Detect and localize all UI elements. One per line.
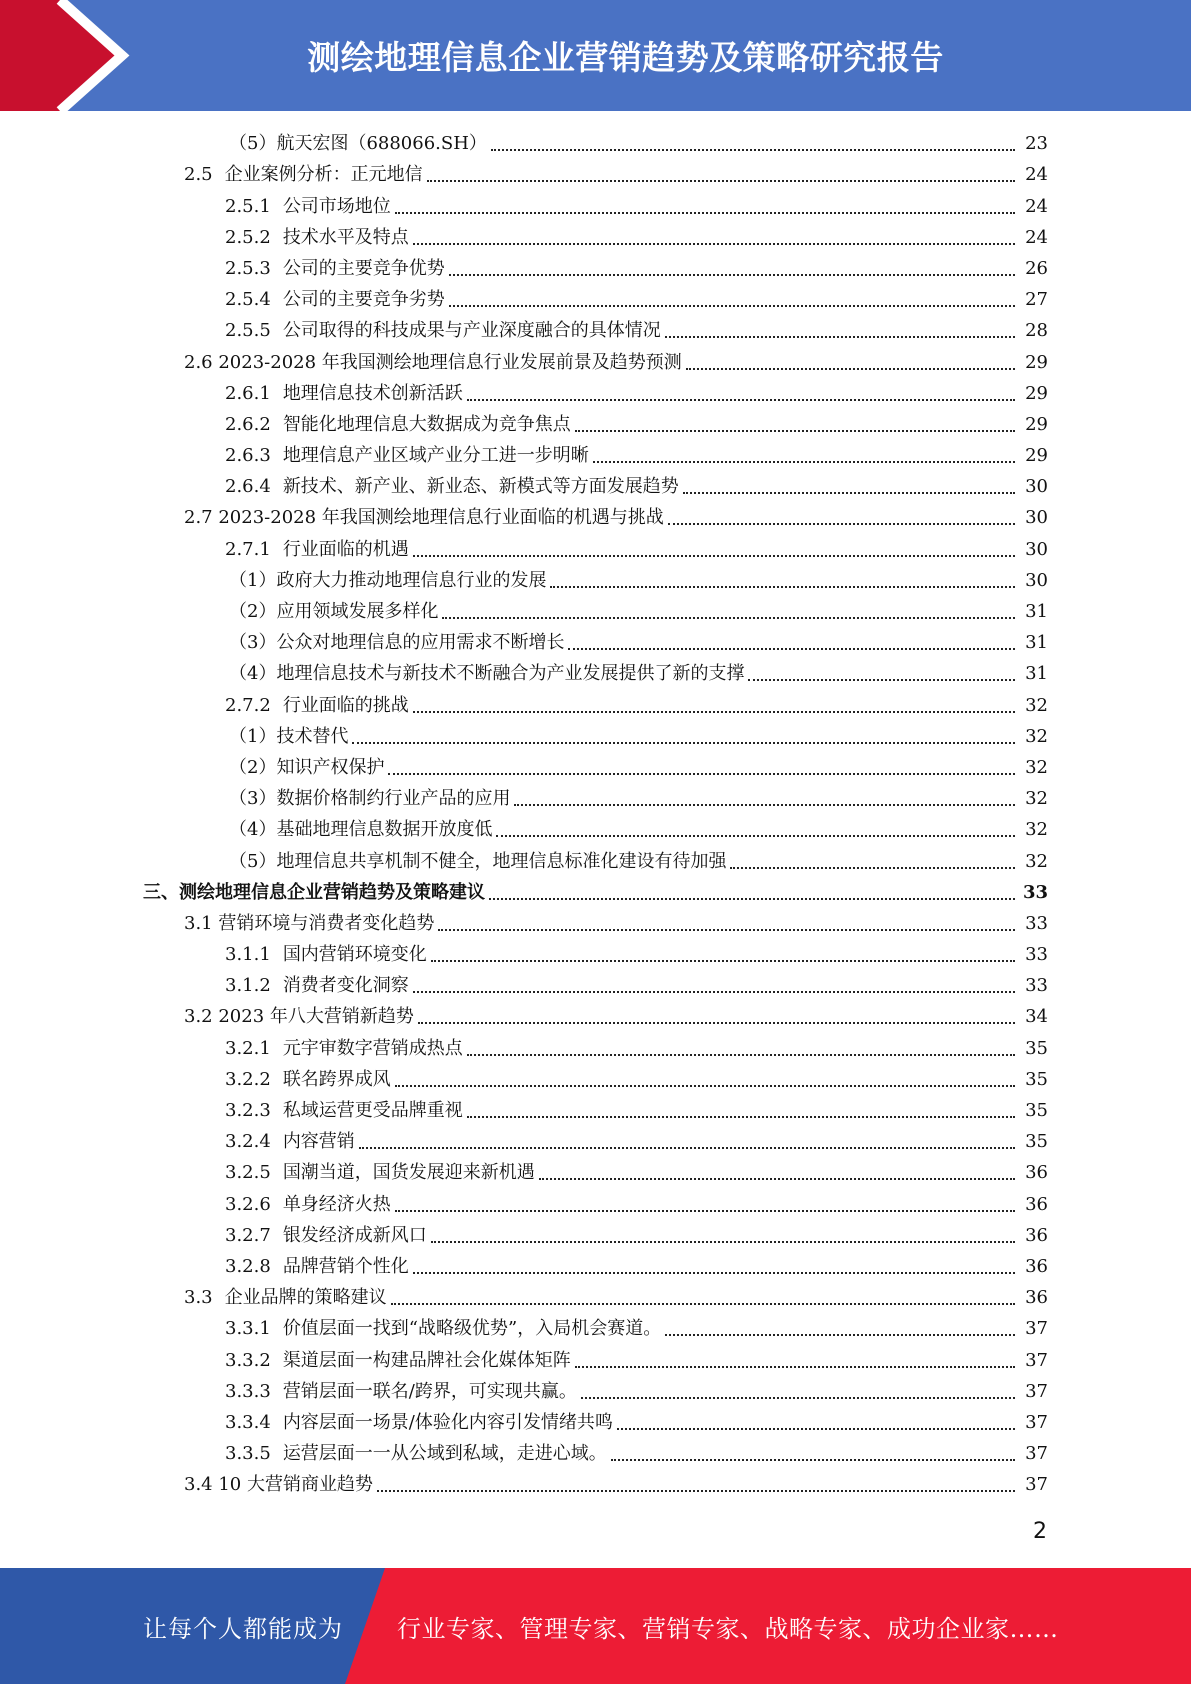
toc-entry-page: 26 (1025, 257, 1048, 279)
toc-dot-leader (730, 867, 1015, 869)
toc-dot-leader (431, 960, 1015, 962)
toc-entry[interactable] (0, 532, 1191, 563)
toc-entry-title (229, 570, 546, 592)
toc-entry-label: （3）公众对地理信息的应用需求不断增长 (229, 632, 565, 654)
toc-entry-title (229, 788, 510, 810)
toc-entry[interactable] (0, 1125, 1191, 1156)
toc-entry-title (225, 1069, 391, 1091)
toc-entry-page: 36 (1025, 1193, 1048, 1215)
toc-entry-page: 29 (1025, 382, 1048, 404)
toc-dot-leader (683, 492, 1015, 494)
toc-entry-page: 29 (1025, 413, 1048, 435)
toc-entry-title (229, 632, 564, 654)
toc-entry-number: 2.7.2 (225, 694, 271, 716)
toc-entry[interactable] (0, 1406, 1191, 1437)
toc-dot-leader (431, 1241, 1015, 1243)
toc-entry-title (184, 1006, 414, 1028)
toc-entry[interactable] (0, 1094, 1191, 1125)
toc-entry-title (225, 414, 571, 436)
toc-entry-number: 3.2.4 (225, 1131, 271, 1153)
toc-entry-number: 2.6.4 (225, 476, 271, 498)
toc-entry[interactable] (0, 657, 1191, 688)
toc-entry[interactable] (0, 938, 1191, 969)
toc-entry[interactable] (0, 1031, 1191, 1062)
toc-entry-label: 3.4 10 大营销商业趋势 (184, 1474, 373, 1496)
toc-dot-leader (413, 991, 1015, 993)
toc-dot-leader (514, 804, 1015, 806)
toc-dot-leader (581, 1397, 1015, 1399)
toc-entry-number: 3.2.1 (225, 1037, 271, 1059)
toc-entry-page: 33 (1025, 912, 1048, 934)
toc-entry-title (225, 1038, 463, 1060)
toc-entry-page: 37 (1025, 1318, 1048, 1340)
toc-entry[interactable] (0, 439, 1191, 470)
toc-entry[interactable] (0, 345, 1191, 376)
toc-entry-number: 2.6.1 (225, 382, 271, 404)
toc-entry[interactable] (0, 221, 1191, 252)
toc-entry-page: 30 (1025, 569, 1048, 591)
toc-entry-label: 企业品牌的策略建议 (224, 1287, 387, 1309)
toc-entry[interactable] (0, 283, 1191, 314)
toc-dot-leader (413, 1272, 1015, 1274)
toc-entry[interactable] (0, 189, 1191, 220)
toc-entry-number: 3.3.2 (225, 1349, 271, 1371)
toc-entry-title (225, 695, 409, 717)
toc-entry-title (225, 1100, 463, 1122)
toc-entry-label: （2）应用领域发展多样化 (229, 601, 439, 622)
toc-dot-leader (449, 305, 1015, 307)
toc-entry-page: 35 (1025, 1131, 1048, 1153)
toc-entry-title (184, 164, 423, 186)
toc-entry-page: 35 (1025, 1037, 1048, 1059)
toc-entry[interactable] (0, 844, 1191, 875)
toc-entry-label: 营销层面一联名/跨界，可实现共赢。 (282, 1380, 577, 1402)
toc-entry-label: （4）基础地理信息数据开放度低 (229, 819, 493, 841)
toc-entry-page: 37 (1025, 1349, 1048, 1371)
toc-entry[interactable] (0, 1063, 1191, 1094)
toc-entry[interactable] (0, 907, 1191, 938)
toc-entry-page: 35 (1025, 1068, 1048, 1090)
toc-dot-leader (611, 1459, 1015, 1461)
toc-entry-label: 单身经济火热 (282, 1193, 391, 1215)
toc-entry-title (225, 539, 409, 561)
toc-entry[interactable] (0, 1250, 1191, 1281)
toc-entry[interactable] (0, 1312, 1191, 1343)
toc-entry-number: 3.2.6 (225, 1193, 271, 1215)
toc-entry[interactable] (0, 501, 1191, 532)
toc-dot-leader (568, 648, 1015, 650)
toc-entry-title (225, 1443, 607, 1465)
toc-entry-title (184, 1474, 373, 1496)
toc-entry-number: 3.2.2 (225, 1068, 271, 1090)
toc-entry-label: （2）知识产权保护 (229, 756, 385, 778)
toc-entry-number: 3.2.8 (225, 1255, 271, 1277)
toc-entry-label: 公司取得的科技成果与产业深度融合的具体情况 (282, 320, 661, 342)
toc-entry-label: 渠道层面一构建品牌社会化媒体矩阵 (282, 1349, 571, 1371)
toc-entry-number: 3.3.5 (225, 1443, 271, 1465)
toc-dot-leader (395, 1210, 1015, 1212)
toc-entry-label: 元宇审数字营销成热点 (282, 1037, 463, 1059)
toc-entry[interactable] (0, 470, 1191, 501)
toc-entry-title (225, 1225, 427, 1247)
toc-entry-page: 31 (1025, 601, 1048, 622)
toc-entry-number: 2.5.5 (225, 320, 271, 342)
toc-entry-label: 价值层面一找到“战略级优势”，入局机会赛道。 (282, 1318, 662, 1340)
toc-entry-title (229, 819, 492, 841)
toc-entry-label: 私域运营更受品牌重视 (282, 1100, 463, 1121)
toc-entry-label: （5）航天宏图（688066.SH） (229, 133, 487, 155)
toc-entry-number: 2.5.3 (225, 257, 271, 279)
toc-entry-title (225, 445, 589, 467)
toc-dot-leader (489, 898, 1015, 900)
toc-entry[interactable] (0, 813, 1191, 844)
toc-entry-page: 24 (1025, 195, 1048, 217)
toc-entry-title (225, 320, 661, 342)
toc-entry-label: 2.7 2023-2028 年我国测绘地理信息行业面临的机遇与挑战 (184, 507, 664, 529)
toc-entry[interactable] (0, 1000, 1191, 1031)
toc-dot-leader (617, 1428, 1015, 1430)
toc-entry-label: （4）地理信息技术与新技术不断融合为产业发展提供了新的支撑 (229, 663, 745, 685)
toc-entry[interactable] (0, 720, 1191, 751)
toc-dot-leader (550, 586, 1015, 588)
toc-dot-leader (748, 679, 1015, 681)
toc-entry-page: 24 (1025, 226, 1048, 248)
toc-entry-label: 地理信息技术创新活跃 (282, 382, 463, 404)
toc-dot-leader (467, 1054, 1015, 1056)
toc-entry-page: 29 (1025, 351, 1048, 373)
toc-entry-label: 3.1 营销环境与消费者变化趋势 (184, 912, 435, 934)
toc-entry-number: 3.1.1 (225, 944, 271, 966)
toc-entry-label: 公司的主要竞争优势 (282, 257, 445, 279)
toc-entry-label: 消费者变化洞察 (282, 975, 409, 997)
toc-entry-page: 30 (1025, 476, 1048, 498)
toc-entry-label: 行业面临的挑战 (282, 694, 409, 716)
toc-entry-page: 36 (1025, 1162, 1048, 1184)
toc-entry-title (229, 133, 487, 155)
toc-entry[interactable] (0, 408, 1191, 439)
toc-entry-title (229, 663, 744, 685)
toc-dot-leader (686, 368, 1015, 370)
toc-entry-page: 32 (1025, 819, 1048, 841)
toc-entry-page: 31 (1025, 663, 1048, 685)
toc-entry-page: 37 (1025, 1411, 1048, 1433)
toc-entry-page: 30 (1025, 538, 1048, 560)
toc-dot-leader (665, 1334, 1015, 1336)
toc-entry-number: 3.2.7 (225, 1224, 271, 1246)
toc-entry-title (229, 601, 438, 623)
page-number: 2 (1033, 1519, 1047, 1544)
toc-entry-number: 3.1.2 (225, 975, 271, 997)
toc-entry-number: 3.3 (184, 1287, 213, 1309)
toc-entry[interactable] (0, 688, 1191, 719)
toc-entry-page: 30 (1025, 507, 1048, 529)
toc-entry-title (225, 1412, 613, 1434)
toc-entry-number: 2.6.3 (225, 445, 271, 467)
toc-entry-label: （3）数据价格制约行业产品的应用 (229, 788, 511, 810)
toc-entry[interactable] (0, 314, 1191, 345)
toc-entry-title (184, 352, 682, 374)
toc-entry-page: 27 (1025, 289, 1048, 311)
toc-entry-number: 3.3.3 (225, 1380, 271, 1402)
toc-entry-title (225, 196, 391, 218)
toc-entry-page: 36 (1025, 1224, 1048, 1246)
toc-entry-number: 2.6.2 (225, 413, 271, 435)
toc-entry[interactable] (0, 969, 1191, 1000)
toc-entry-title (225, 1162, 535, 1184)
toc-entry-page: 31 (1025, 632, 1048, 654)
toc-entry-label: 地理信息产业区域产业分工进一步明晰 (282, 445, 589, 467)
toc-dot-leader (575, 1366, 1015, 1368)
toc-dot-leader (575, 430, 1015, 432)
toc-dot-leader (491, 149, 1015, 151)
toc-entry-label: 新技术、新产业、新业态、新模式等方面发展趋势 (282, 476, 679, 498)
toc-entry[interactable] (0, 252, 1191, 283)
toc-entry-number: 3.3.4 (225, 1411, 271, 1433)
toc-entry-page: 33 (1025, 975, 1048, 997)
toc-dot-leader (395, 212, 1015, 214)
toc-entry-number: 2.5 (184, 164, 213, 186)
toc-entry-title (225, 476, 679, 498)
toc-entry[interactable] (0, 564, 1191, 595)
page-footer (0, 1568, 1191, 1684)
toc-entry-page: 37 (1025, 1474, 1048, 1496)
toc-entry[interactable] (0, 377, 1191, 408)
toc-entry-page: 36 (1025, 1255, 1048, 1277)
toc-entry-title (225, 1194, 391, 1216)
toc-entry-page: 37 (1025, 1443, 1048, 1465)
toc-entry-title (225, 1350, 571, 1372)
toc-dot-leader (668, 523, 1015, 525)
toc-dot-leader (413, 555, 1015, 557)
toc-entry-label: 国潮当道，国货发展迎来新机遇 (282, 1162, 535, 1184)
toc-entry-title (225, 1256, 409, 1278)
toc-entry-page: 28 (1025, 320, 1048, 342)
toc-dot-leader (391, 1303, 1015, 1305)
toc-entry-label: 技术水平及特点 (282, 226, 409, 248)
toc-entry-title (229, 851, 726, 873)
toc-entry-title (225, 289, 445, 311)
toc-entry-title (225, 383, 463, 405)
toc-entry-page: 32 (1025, 725, 1048, 747)
toc-entry-page: 32 (1025, 694, 1048, 716)
toc-entry-page: 32 (1025, 756, 1048, 778)
toc-entry-label: 公司的主要竞争劣势 (282, 289, 445, 311)
toc-entry-title (225, 944, 427, 966)
toc-entry-label: 2.6 2023-2028 年我国测绘地理信息行业发展前景及趋势预测 (184, 351, 682, 373)
toc-entry-page: 32 (1025, 788, 1048, 810)
toc-dot-leader (377, 1490, 1015, 1492)
toc-entry-label: 银发经济成新风口 (282, 1224, 427, 1246)
toc-entry[interactable] (0, 1437, 1191, 1468)
toc-entry[interactable] (0, 876, 1191, 907)
toc-entry-number: 2.5.1 (225, 195, 271, 217)
toc-entry-label: （5）地理信息共享机制不健全，地理信息标准化建设有待加强 (229, 850, 727, 872)
toc-entry-label: 3.2 2023 年八大营销新趋势 (184, 1006, 414, 1028)
toc-entry-label: 行业面临的机遇 (282, 538, 409, 560)
toc-dot-leader (593, 461, 1015, 463)
toc-entry-label: 公司市场地位 (282, 195, 391, 217)
toc-entry-page: 37 (1025, 1380, 1048, 1402)
toc-entry-title (225, 975, 409, 997)
toc-dot-leader (496, 835, 1015, 837)
toc-entry-page: 32 (1025, 850, 1048, 872)
table-of-contents (0, 127, 1191, 1499)
toc-entry[interactable] (0, 782, 1191, 813)
toc-entry-label: 国内营销环境变化 (282, 944, 427, 966)
toc-entry-number: 2.7.1 (225, 538, 271, 560)
toc-entry-number: 2.5.2 (225, 226, 271, 248)
toc-entry-page: 36 (1025, 1287, 1048, 1309)
toc-entry[interactable] (0, 1281, 1191, 1312)
toc-entry[interactable] (0, 751, 1191, 782)
toc-dot-leader (449, 274, 1015, 276)
toc-entry-title (143, 882, 485, 904)
toc-entry-label: （1）政府大力推动地理信息行业的发展 (229, 569, 547, 591)
toc-entry-label: 运营层面一一从公域到私域，走进心域。 (282, 1443, 607, 1465)
toc-entry-label: 智能化地理信息大数据成为竞争焦点 (282, 413, 571, 435)
toc-entry[interactable] (0, 595, 1191, 626)
toc-entry-title (184, 1287, 387, 1309)
toc-entry-label: 三、测绘地理信息企业营销趋势及策略建议 (143, 881, 485, 903)
toc-entry-page: 24 (1025, 164, 1048, 186)
footer-slogan-left: 让每个人都能成为 (143, 1614, 343, 1643)
toc-dot-leader (352, 742, 1015, 744)
toc-entry-title (229, 726, 348, 748)
toc-dot-leader (359, 1147, 1015, 1149)
toc-entry-number: 2.5.4 (225, 289, 271, 311)
toc-entry-number: 3.2.5 (225, 1162, 271, 1184)
toc-dot-leader (388, 773, 1015, 775)
toc-dot-leader (413, 243, 1015, 245)
toc-entry[interactable] (0, 127, 1191, 158)
toc-entry-label: 联名跨界成风 (282, 1068, 391, 1090)
toc-dot-leader (539, 1178, 1015, 1180)
toc-entry-label: 内容营销 (282, 1131, 355, 1153)
report-title: 测绘地理信息企业营销趋势及策略研究报告 (307, 38, 944, 77)
toc-entry-title (225, 258, 445, 280)
toc-entry-title (225, 227, 409, 249)
footer-slogan-right: 行业专家、管理专家、营销专家、战略专家、成功企业家…… (397, 1614, 1059, 1643)
toc-entry-page: 33 (1025, 944, 1048, 966)
toc-entry-title (229, 757, 384, 779)
toc-entry-title (225, 1318, 661, 1340)
toc-entry-title (225, 1381, 577, 1403)
toc-dot-leader (442, 617, 1015, 619)
page-header (0, 0, 1191, 111)
toc-entry[interactable] (0, 158, 1191, 189)
chevron-arrow-icon (0, 0, 160, 111)
toc-dot-leader (467, 1116, 1015, 1118)
toc-entry[interactable] (0, 1187, 1191, 1218)
toc-entry[interactable] (0, 1156, 1191, 1187)
toc-entry-page: 33 (1022, 881, 1048, 903)
toc-dot-leader (467, 399, 1015, 401)
toc-entry-label: 内容层面一场景/体验化内容引发情绪共鸣 (282, 1411, 613, 1433)
toc-entry[interactable] (0, 626, 1191, 657)
toc-dot-leader (438, 929, 1015, 931)
toc-entry-page: 34 (1025, 1006, 1048, 1028)
toc-entry-label: 企业案例分析：正元地信 (224, 164, 423, 186)
toc-entry[interactable] (0, 1468, 1191, 1499)
toc-dot-leader (395, 1085, 1015, 1087)
toc-entry-title (184, 913, 434, 935)
toc-dot-leader (413, 711, 1015, 713)
toc-entry-number: 3.2.3 (225, 1100, 271, 1121)
toc-entry-page: 23 (1025, 133, 1048, 155)
toc-entry[interactable] (0, 1375, 1191, 1406)
toc-entry-label: （1）技术替代 (229, 725, 349, 747)
toc-dot-leader (418, 1022, 1015, 1024)
toc-entry-page: 29 (1025, 445, 1048, 467)
toc-entry-title (184, 507, 664, 529)
toc-entry[interactable] (0, 1343, 1191, 1374)
toc-dot-leader (665, 336, 1015, 338)
toc-entry-page: 35 (1025, 1100, 1048, 1121)
toc-entry[interactable] (0, 1219, 1191, 1250)
toc-entry-number: 3.3.1 (225, 1318, 271, 1340)
toc-dot-leader (427, 180, 1015, 182)
toc-entry-title (225, 1131, 355, 1153)
toc-entry-label: 品牌营销个性化 (282, 1255, 409, 1277)
